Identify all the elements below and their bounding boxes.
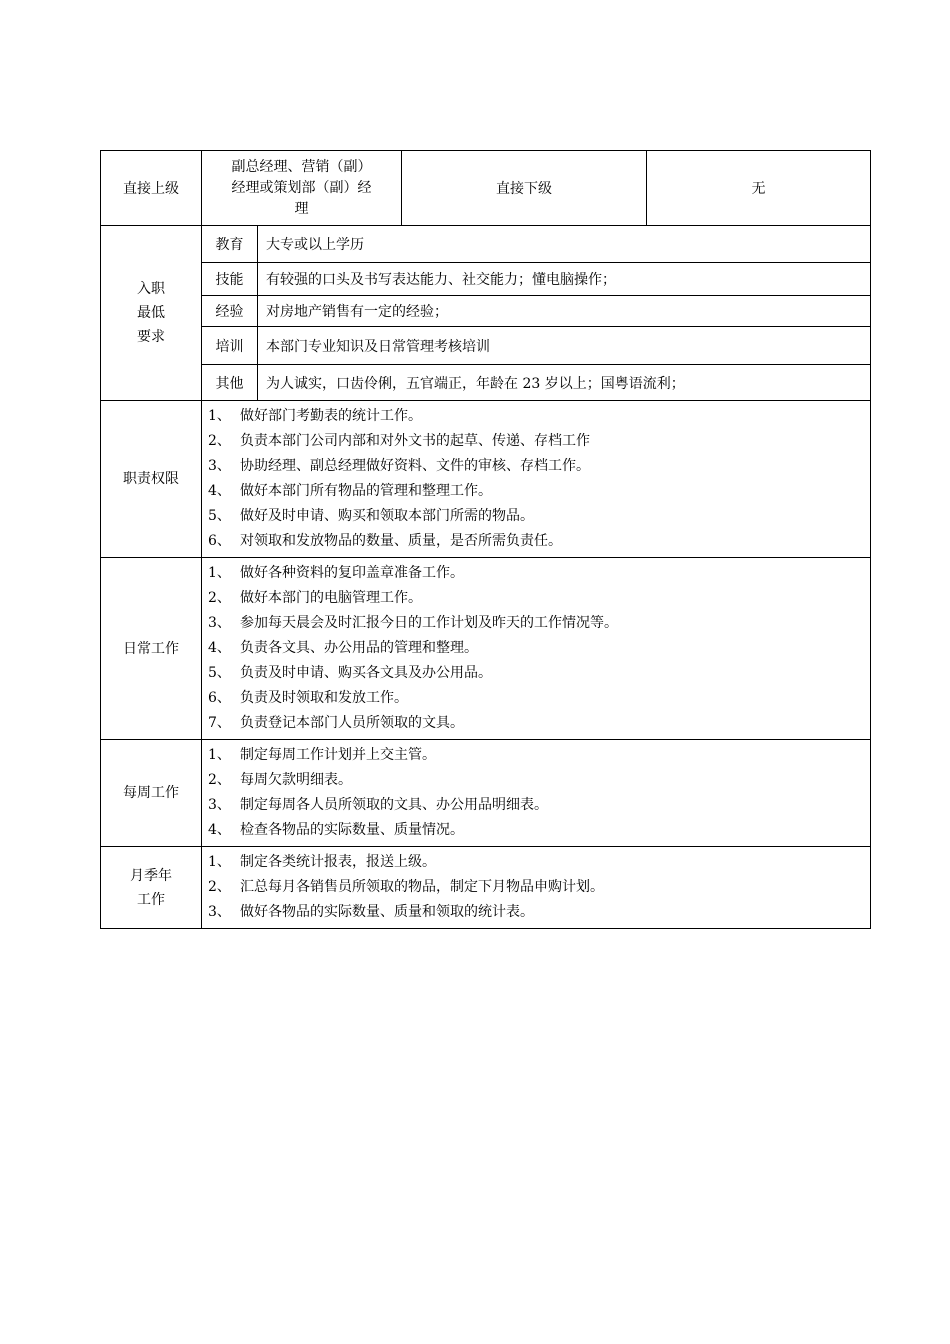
list-item: 1、 做好各种资料的复印盖章准备工作。 — [208, 565, 464, 581]
section-label: 职责权限 — [101, 401, 202, 558]
superior-label: 直接上级 — [101, 151, 202, 226]
section-list — [202, 558, 871, 740]
section-list — [202, 740, 871, 847]
list-item: 5、 负责及时申请、购买各文具及办公用品。 — [208, 665, 492, 681]
subordinate-value: 无 — [647, 151, 871, 226]
list-item: 2、 汇总每月各销售员所领取的物品，制定下月物品申购计划。 — [208, 879, 604, 895]
requirement-row — [101, 327, 871, 365]
list-item: 3、 协助经理、副总经理做好资料、文件的审核、存档工作。 — [208, 458, 590, 474]
list-item: 2、 做好本部门的电脑管理工作。 — [208, 590, 422, 606]
list-item: 5、 做好及时申请、购买和领取本部门所需的物品。 — [208, 508, 534, 524]
requirement-value: 本部门专业知识及日常管理考核培训 — [258, 327, 871, 365]
subordinate-label: 直接下级 — [402, 151, 647, 226]
requirement-value: 有较强的口头及书写表达能力、社交能力；懂电脑操作； — [258, 263, 871, 296]
list-item: 1、 做好部门考勤表的统计工作。 — [208, 408, 422, 424]
section-label: 月季年 工作 — [101, 847, 202, 929]
list-item: 3、 制定每周各人员所领取的文具、办公用品明细表。 — [208, 797, 548, 813]
header-row — [101, 151, 871, 226]
requirement-label: 经验 — [202, 296, 258, 327]
requirement-value: 大专或以上学历 — [258, 226, 871, 263]
requirement-row — [101, 296, 871, 327]
list-item: 3、 做好各物品的实际数量、质量和领取的统计表。 — [208, 904, 534, 920]
requirement-label: 教育 — [202, 226, 258, 263]
section-daily-work — [101, 558, 871, 740]
list-item: 4、 负责各文具、办公用品的管理和整理。 — [208, 640, 478, 656]
superior-value: 副总经理、营销（副） 经理或策划部（副）经 理 — [202, 151, 402, 226]
requirement-row — [101, 263, 871, 296]
list-item: 3、 参加每天晨会及时汇报今日的工作计划及昨天的工作情况等。 — [208, 615, 618, 631]
section-label: 日常工作 — [101, 558, 202, 740]
section-periodic-work — [101, 847, 871, 929]
requirement-label: 培训 — [202, 327, 258, 365]
list-item: 7、 负责登记本部门人员所领取的文具。 — [208, 715, 464, 731]
list-item: 4、 做好本部门所有物品的管理和整理工作。 — [208, 483, 492, 499]
list-item: 2、 负责本部门公司内部和对外文书的起草、传递、存档工作 — [208, 433, 590, 449]
section-weekly-work — [101, 740, 871, 847]
list-item: 1、 制定各类统计报表，报送上级。 — [208, 854, 436, 870]
requirement-label: 其他 — [202, 365, 258, 401]
requirement-label: 技能 — [202, 263, 258, 296]
job-description-table — [100, 150, 871, 929]
requirement-row — [101, 226, 871, 263]
section-responsibilities — [101, 401, 871, 558]
requirement-row — [101, 365, 871, 401]
requirement-value: 对房地产销售有一定的经验； — [258, 296, 871, 327]
requirements-label: 入职 最低 要求 — [101, 226, 202, 401]
list-item: 2、 每周欠款明细表。 — [208, 772, 352, 788]
list-item: 4、 检查各物品的实际数量、质量情况。 — [208, 822, 464, 838]
section-label: 每周工作 — [101, 740, 202, 847]
section-list — [202, 401, 871, 558]
section-list — [202, 847, 871, 929]
list-item: 6、 负责及时领取和发放工作。 — [208, 690, 408, 706]
requirement-value: 为人诚实，口齿伶俐，五官端正，年龄在 23 岁以上；国粤语流利； — [258, 365, 871, 401]
list-item: 1、 制定每周工作计划并上交主管。 — [208, 747, 436, 763]
list-item: 6、 对领取和发放物品的数量、质量，是否所需负责任。 — [208, 533, 562, 549]
